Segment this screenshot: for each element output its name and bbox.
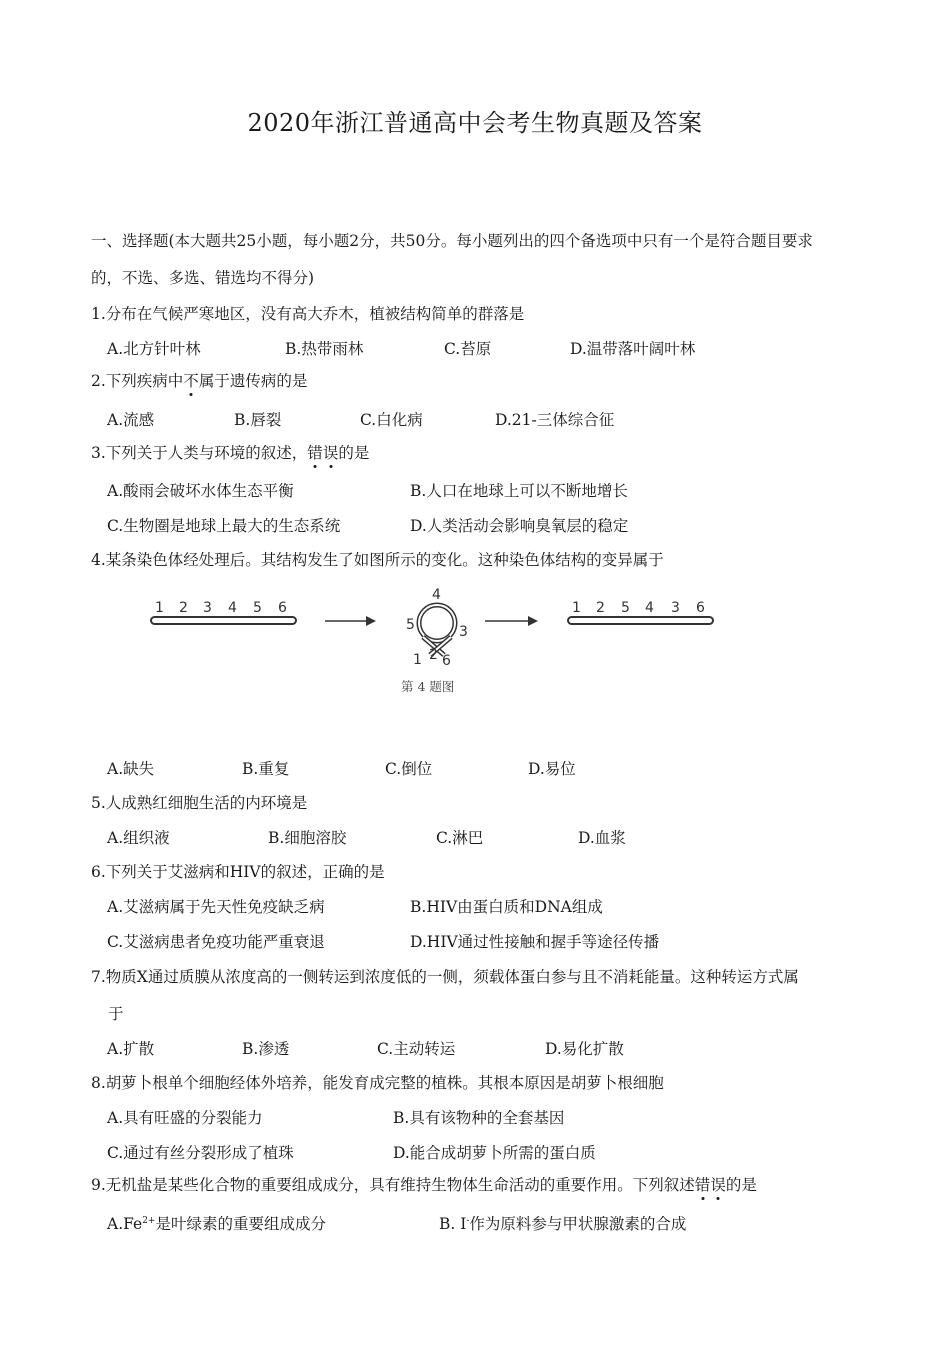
q9-option-a-pre: A.Fe (107, 1215, 143, 1233)
after-label-2: 2 (596, 600, 605, 616)
q7-option-c: C.主动转运 (377, 1040, 456, 1058)
question-8-stem: 8.胡萝卜根单个细胞经体外培养，能发育成完整的植株。其根本原因是胡萝卜根细胞 (91, 1074, 664, 1092)
q4-option-a: A.缺失 (107, 760, 155, 778)
q9-option-b-pre: B. I (439, 1215, 467, 1233)
q8-option-b: B.具有该物种的全套基因 (393, 1109, 565, 1127)
before-label-1: 1 (155, 600, 164, 616)
q6-option-c: C.艾滋病患者免疫功能严重衰退 (107, 933, 325, 951)
q9-option-a-post: 是叶绿素的重要组成成分 (155, 1215, 326, 1233)
q7-option-b: B.渗透 (242, 1040, 290, 1058)
section-intro-line1: 一、选择题(本大题共25小题，每小题2分，共50分。每小题列出的四个备选项中只有一个是符合题目要求 (91, 232, 813, 250)
q5-option-d: D.血浆 (578, 829, 626, 847)
q9-option-b-sup: - (466, 1215, 470, 1226)
after-label-6: 6 (696, 600, 705, 616)
q3-option-d: D.人类活动会影响臭氧层的稳定 (410, 517, 629, 535)
chromosome-inversion-figure (140, 585, 740, 710)
before-label-3: 3 (203, 600, 212, 616)
loop-label-top: 4 (432, 587, 441, 603)
after-label-4: 4 (645, 600, 654, 616)
question-7-stem-line1: 7.物质X通过质膜从浓度高的一侧转运到浓度低的一侧，须载体蛋白参与且不消耗能量。这种转运方式属 (91, 968, 799, 986)
loop-label-bottom-2: 2 (429, 647, 438, 663)
figure-caption: 第 4 题图 (401, 679, 455, 694)
q2-option-b: B.唇裂 (234, 411, 282, 429)
q5-option-b: B.细胞溶胶 (268, 829, 347, 847)
q6-option-d: D.HIV通过性接触和握手等途径传播 (410, 933, 660, 951)
q9-stem-part2: 的是 (725, 1176, 757, 1194)
q3-emphasis-char-2: 误 (322, 444, 339, 462)
q7-option-a: A.扩散 (107, 1040, 155, 1058)
loop-label-bottom-6: 6 (442, 653, 451, 669)
question-5-stem: 5.人成熟红细胞生活的内环境是 (91, 794, 308, 812)
loop-label-left: 5 (406, 617, 415, 633)
after-label-5: 5 (621, 600, 630, 616)
loop-label-right: 3 (459, 624, 468, 640)
q3-option-a: A.酸雨会破坏水体生态平衡 (107, 482, 294, 500)
q6-option-b: B.HIV由蛋白质和DNA组成 (410, 898, 603, 916)
question-3-stem (91, 441, 369, 463)
q9-option-a (107, 1212, 326, 1234)
question-1-stem: 1.分布在气候严寒地区，没有高大乔木，植被结构简单的群落是 (91, 305, 525, 323)
q9-emphasis-char-1: 错 (694, 1176, 711, 1194)
q9-option-a-sup: 2+ (142, 1215, 156, 1226)
section-intro-line2: 的，不选、多选、错选均不得分) (91, 269, 315, 287)
q1-option-b: B.热带雨林 (285, 340, 364, 358)
q5-option-a: A.组织液 (107, 829, 170, 847)
q2-stem-part2: 属于遗传病的是 (198, 372, 308, 390)
before-label-2: 2 (179, 600, 188, 616)
q1-option-d: D.温带落叶阔叶林 (570, 340, 696, 358)
q2-option-a: A.流感 (107, 411, 155, 429)
loop-label-bottom-1: 1 (413, 652, 422, 668)
before-label-4: 4 (228, 600, 237, 616)
q8-option-d: D.能合成胡萝卜所需的蛋白质 (393, 1144, 596, 1162)
q1-option-c: C.苔原 (444, 340, 492, 358)
q2-stem-part1: 2.下列疾病中 (91, 372, 184, 390)
q2-option-c: C.白化病 (360, 411, 423, 429)
q8-option-a: A.具有旺盛的分裂能力 (107, 1109, 263, 1127)
question-6-stem: 6.下列关于艾滋病和HIV的叙述，正确的是 (91, 863, 385, 881)
chromosome-after (568, 617, 713, 624)
page-title: 2020年浙江普通高中会考生物真题及答案 (247, 109, 703, 137)
question-2-stem (91, 369, 307, 391)
question-4-stem: 4.某条染色体经处理后。其结构发生了如图所示的变化。这种染色体结构的变异属于 (91, 551, 664, 569)
after-label-1: 1 (572, 600, 581, 616)
arrow-2-head (528, 616, 538, 626)
q9-stem-part1: 9.无机盐是某些化合物的重要组成成分，具有维持生物体生命活动的重要作用。下列叙述 (91, 1176, 695, 1194)
q1-option-a: A.北方针叶林 (107, 340, 201, 358)
q9-option-b-post: 作为原料参与甲状腺激素的合成 (469, 1215, 687, 1233)
q4-option-d: D.易位 (528, 760, 576, 778)
q8-option-c: C.通过有丝分裂形成了植珠 (107, 1144, 294, 1162)
q3-option-b: B.人口在地球上可以不断地增长 (410, 482, 628, 500)
q3-stem-part1: 3.下列关于人类与环境的叙述， (91, 444, 308, 462)
before-label-5: 5 (253, 600, 262, 616)
q5-option-c: C.淋巴 (436, 829, 484, 847)
question-7-stem-line2: 于 (108, 1005, 124, 1023)
q4-option-b: B.重复 (242, 760, 290, 778)
q3-option-c: C.生物圈是地球上最大的生态系统 (107, 517, 341, 535)
q9-option-b (439, 1212, 686, 1234)
q6-option-a: A.艾滋病属于先天性免疫缺乏病 (107, 898, 325, 916)
q7-option-d: D.易化扩散 (545, 1040, 624, 1058)
q3-stem-part2: 的是 (338, 444, 370, 462)
after-label-3: 3 (671, 600, 680, 616)
chromosome-before (151, 617, 296, 624)
q2-emphasis-char: 不 (183, 372, 199, 390)
before-label-6: 6 (278, 600, 287, 616)
arrow-1-head (366, 616, 376, 626)
question-9-stem (91, 1173, 757, 1195)
q9-emphasis-char-2: 误 (710, 1176, 726, 1194)
q2-option-d: D.21-三体综合征 (495, 411, 615, 429)
q3-emphasis-char-1: 错 (307, 444, 323, 462)
q4-option-c: C.倒位 (385, 760, 433, 778)
